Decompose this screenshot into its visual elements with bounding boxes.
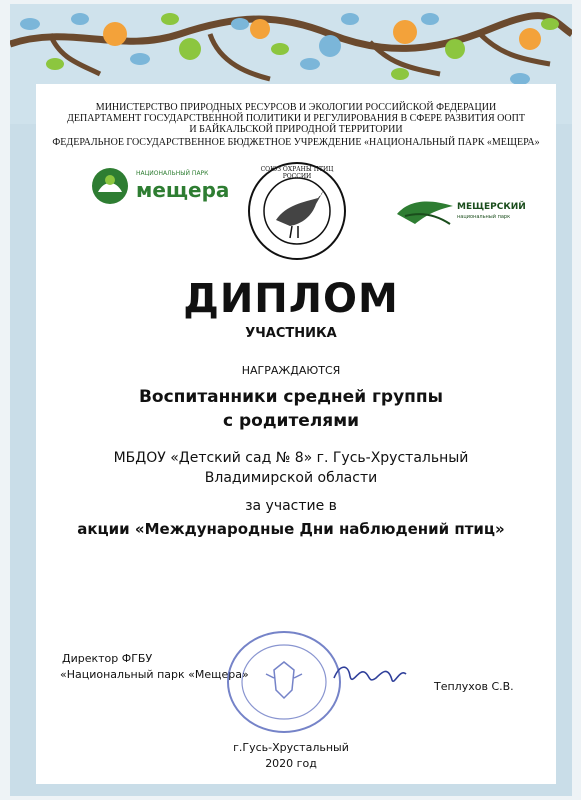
logo-meshchersky-right [395,194,525,239]
org-line-2: Владимирской области [204,470,378,486]
logo-right-small: национальный парк [457,214,511,220]
org-line-1: МБДОУ «Детский сад № 8» г. Гусь-Хрустальный [113,450,469,466]
recipient-line-1: Воспитанники средней группы [138,387,444,407]
footer-year: 2020 год [265,757,317,770]
logo-right-name: МЕЩЕРСКИЙ [457,202,526,212]
footer-city: г.Гусь-Хрустальный [233,741,349,754]
logo-meshchera-left [90,164,230,214]
logo-left-small-text: НАЦИОНАЛЬНЫЙ ПАРК [136,170,209,177]
event-name: акции «Международные Дни наблюдений птиц» [77,520,505,538]
for-participation: за участие в [245,498,337,514]
awarded-label: НАГРАЖДАЮТСЯ [241,364,341,377]
crane-icon [395,194,455,234]
director-role-line-1: Директор ФГБУ [62,652,153,665]
diploma-subtitle: УЧАСТНИКА [245,326,337,341]
logo-center-ring-text: СОЮЗ ОХРАНЫ ПТИЦ РОССИИ [260,166,334,180]
header-line-2: ДЕПАРТАМЕНТ ГОСУДАРСТВЕННОЙ ПОЛИТИКИ И РЕГУЛИРОВАНИЯ В СФЕРЕ РАЗВИТИЯ ООПТ [67,113,525,124]
logo-left-name: мещера [136,178,230,202]
director-name: Теплухов С.В. [434,680,514,693]
diploma-title: ДИПЛОМ [183,276,399,322]
park-emblem-icon [90,166,130,206]
recipient-line-2: с родителями [222,411,360,431]
director-role-line-2: «Национальный парк «Мещера» [60,668,249,681]
header-line-3: И БАЙКАЛЬСКОЙ ПРИРОДНОЙ ТЕРРИТОРИИ [189,124,403,135]
header-line-4: ФЕДЕРАЛЬНОЕ ГОСУДАРСТВЕННОЕ БЮДЖЕТНОЕ УЧРЕЖДЕНИЕ «НАЦИОНАЛЬНЫЙ ПАРК «МЕЩЕРА» [52,137,540,148]
logo-bird-union [246,160,348,262]
handwritten-signature [330,656,410,692]
header-line-1: МИНИСТЕРСТВО ПРИРОДНЫХ РЕСУРСОВ И ЭКОЛОГИИ РОССИЙСКОЙ ФЕДЕРАЦИИ [95,102,497,113]
certificate-sheet [10,4,572,796]
